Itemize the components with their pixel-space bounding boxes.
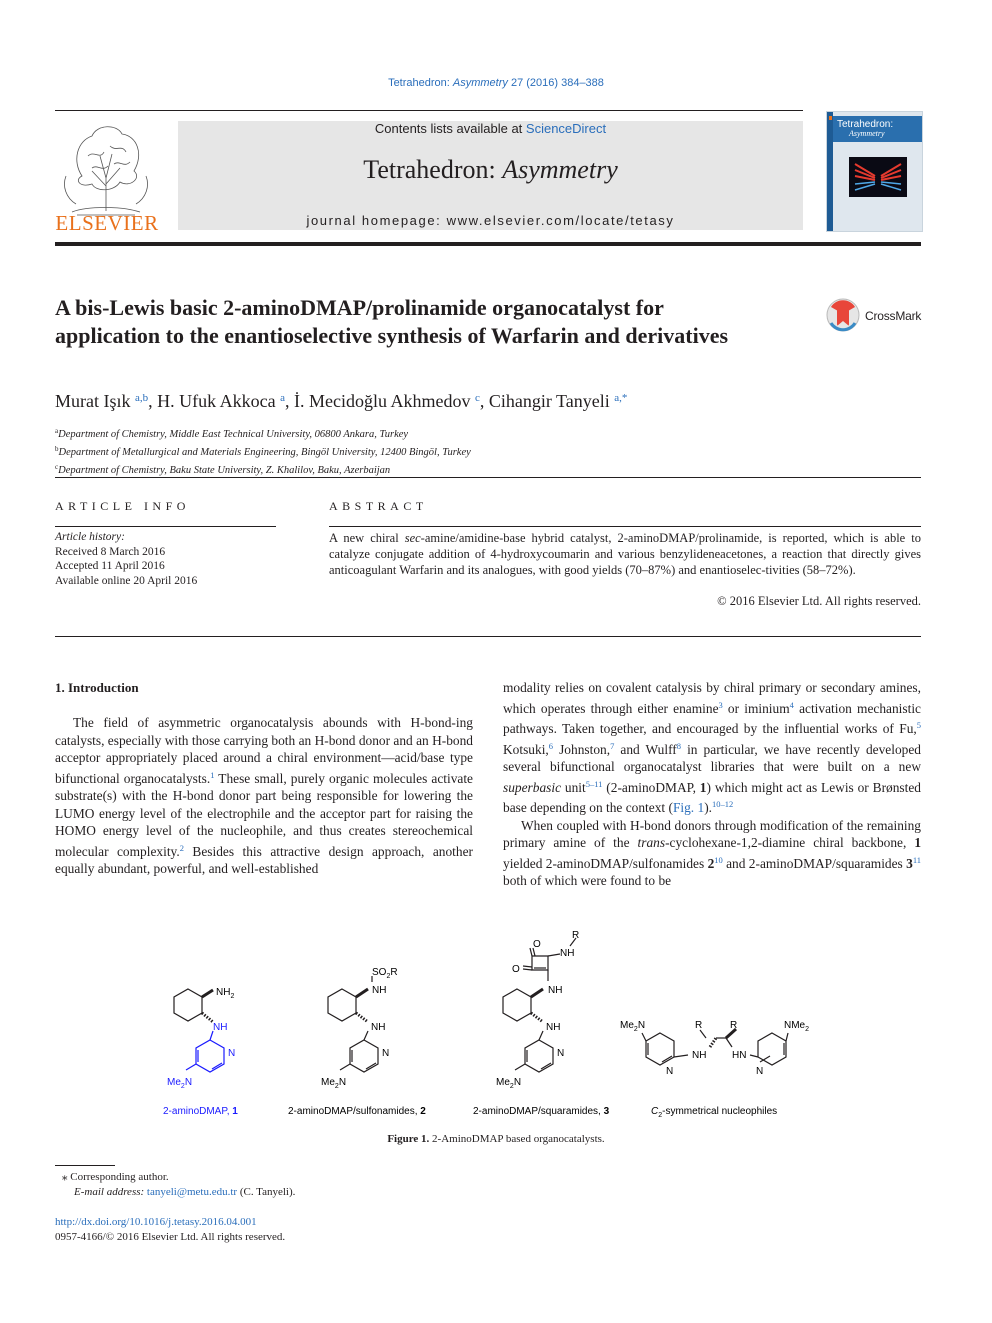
intro-paragraph-1: The field of asymmetric organocatalysis abounds with H-bond-ing catalysts, especially with those carrying both an H-bond donor and an H-bond acceptor appropriately placed around a chiral environment—acid/base type bifunctional organocatalysts.$^1$ These small, purely organic molecules activate substrate(s) with the H-bond donor part being responsible for lowering the LUMO energy level of the electrophile and the acceptor part for raising the HOMO energy level of the nucleophile, and thus creates stereochemical molecular complexity.$^2$ Besides this attractive design approach, another equally abundant, powerful, and well-established: [55, 715, 474, 876]
atom-nh: NH: [372, 985, 387, 996]
abstract-text: A new chiral sec-amine/amidine-base hybrid catalyst, 2-aminoDMAP/prolinamide, is reported, which is able to catalyze conjugate addition of 4-hydroxycoumarin and various benzylideneacetones, a reaction that directly gives anticoagulant Warfarin and its analogues, with good yields (70–87%) and enantioselec-tivities (58–72%).: [329, 531, 921, 577]
atom-hn: HN: [732, 1050, 747, 1061]
atom-nh: NH: [692, 1050, 707, 1061]
reference-link[interactable]: 5: [916, 720, 921, 730]
reference-link[interactable]: 5–11: [585, 778, 603, 789]
atom-nh: NH: [213, 1022, 228, 1033]
author-affiliation-marker[interactable]: c: [475, 392, 480, 404]
header-rule: [55, 110, 803, 111]
intro-paragraph-3: When coupled with H-bond donors through modification of the remaining primary amine of the trans-cyclohexane-1,2-diamine chiral backbone, 1 yielded 2-aminoDMAP/sulfonamides 2$^{10}$ and 2-aminoDMAP/squaramides 3$^{11}$ both of which were found to be: [503, 817, 922, 888]
received-date: Received 8 March 2016: [55, 545, 166, 558]
author-name[interactable]: H. Ufuk Akkoca: [157, 391, 276, 411]
journal-homepage: journal homepage: www.elsevier.com/locate/tetasy: [306, 213, 675, 228]
reference-link[interactable]: 6: [548, 740, 554, 751]
reference-link[interactable]: 1: [210, 769, 215, 780]
atom-me2n: $Me_2N$: [496, 1077, 522, 1090]
author-name[interactable]: Murat Işık: [55, 391, 131, 411]
author-affiliation-marker[interactable]: a,b: [135, 392, 149, 404]
reference-link[interactable]: 3: [718, 699, 723, 710]
affiliation-item: $^b$Department of Metallurgical and Materials Engineering, Bingöl University, 12400 Bingöl, Turkey: [55, 445, 471, 458]
reference-link[interactable]: 11: [912, 854, 922, 865]
author-list: Murat Işık $^{a,b}$, H. Ufuk Akkoca $^a$, İ. Mecidoğlu Akhmedov $^c$, Cihangir Tanyeli $^{a,*}$: [55, 391, 628, 411]
atom-n: N: [557, 1048, 565, 1059]
article-info-heading: ARTICLE INFO: [55, 499, 190, 513]
email-note: E-mail address: tanyeli@metu.edu.tr (C. Tanyeli).: [74, 1186, 296, 1198]
cover-title: Tetrahedron:: [837, 119, 894, 130]
author-affiliation-marker[interactable]: a: [280, 392, 286, 404]
reference-link[interactable]: 10–12: [712, 799, 734, 809]
structure-c2-nucleophile: [642, 1029, 788, 1065]
author-name[interactable]: Cihangir Tanyeli: [488, 391, 610, 411]
atom-n: N: [382, 1048, 390, 1059]
atom-nme2: NMe$_2$: [784, 1020, 810, 1033]
atom-me2n: $Me_2N$: [167, 1077, 193, 1090]
article-info-rule: [55, 477, 921, 478]
reference-link[interactable]: 8: [676, 740, 681, 751]
atom-o: O: [512, 964, 520, 975]
intro-column-right: [503, 679, 921, 890]
abstract-end-rule: [55, 636, 921, 637]
journal-name: Tetrahedron: Asymmetry: [363, 155, 618, 184]
footnote-rule: [55, 1165, 115, 1166]
reference-link[interactable]: 7: [610, 740, 615, 751]
email-link[interactable]: tanyeli@metu.edu.tr: [146, 1186, 238, 1198]
label-catalyst-2: 2-aminoDMAP/sulfonamides, 2: [288, 1106, 426, 1117]
intro-paragraph-2: modality relies on covalent catalysis by chiral primary or secondary amines, which operates through either enamine$^3$ or iminium$^4$ activation mechanistic pathways. Taken together, and encouraged by the influential works of Fu,$^5$ Kotsuki,$^6$ Johnston,$^7$ and Wulff$^8$ in particular, we have recently developed several bifunctional organocatalyst libraries that were built on a new superbasic unit$^{5-11}$ (2-aminoDMAP, 1) which might act as Lewis or Brønsted base depending on the context (Fig. 1).$^{10-12}$: [503, 680, 921, 815]
atom-nh: NH: [548, 985, 563, 996]
author-affiliation-marker[interactable]: a,*: [614, 392, 628, 404]
atom-n: N: [228, 1048, 236, 1059]
author-name[interactable]: İ. Mecidoğlu Akhmedov: [294, 391, 471, 411]
sciencedirect-link[interactable]: ScienceDirect: [525, 121, 607, 136]
crossmark-label[interactable]: CrossMark: [865, 309, 922, 323]
journal-citation[interactable]: Tetrahedron: Asymmetry 27 (2016) 384–388: [388, 77, 604, 89]
reference-link[interactable]: 10: [714, 854, 723, 865]
atom-o: O: [533, 939, 541, 950]
atom-me2n: $Me_2N$: [321, 1077, 347, 1090]
label-catalyst-1: 2-aminoDMAP, 1: [163, 1106, 238, 1117]
corresponding-author-note: ⁎ Corresponding author.: [62, 1171, 169, 1183]
figure-1-link[interactable]: Fig. 1: [672, 800, 705, 815]
atom-me2n: $Me_2N$: [620, 1020, 646, 1033]
journal-cover-image[interactable]: [826, 111, 923, 232]
reference-link[interactable]: 4: [789, 699, 794, 710]
doi-link[interactable]: http://dx.doi.org/10.1016/j.tetasy.2016.04.001: [55, 1216, 257, 1228]
label-c2-nucleophiles: $C_2$-symmetrical nucleophiles: [651, 1106, 778, 1119]
atom-n: N: [666, 1066, 674, 1077]
affiliation-item: $^a$Department of Chemistry, Middle East Technical University, 06800 Ankara, Turkey: [55, 427, 409, 440]
cover-subtitle: Asymmetry: [849, 129, 885, 138]
atom-r: R: [695, 1020, 703, 1031]
section-heading-introduction: 1. Introduction: [55, 680, 139, 695]
crossmark-icon[interactable]: [826, 297, 866, 333]
reference-link[interactable]: 2: [179, 842, 184, 853]
affiliation-item: $^c$Department of Chemistry, Baku State University, Z. Khalilov, Baku, Azerbaijan: [55, 463, 391, 476]
atom-nh: NH: [371, 1022, 386, 1033]
abstract-heading: ABSTRACT: [329, 499, 428, 513]
accepted-date: Accepted 11 April 2016: [55, 560, 165, 573]
affiliation-list: [55, 424, 915, 478]
atom-so2r: $SO_2R$: [372, 967, 398, 980]
label-catalyst-3: 2-aminoDMAP/squaramides, 3: [473, 1106, 610, 1117]
history-label: Article history:: [55, 531, 125, 543]
atom-r: R: [572, 930, 580, 941]
online-date: Available online 20 April 2016: [55, 574, 198, 587]
atom-nh2: $NH_2$: [216, 987, 235, 1000]
abstract-subrule: [329, 526, 921, 527]
figure-1-caption: Figure 1. 2-AminoDMAP based organocatalysts.: [387, 1133, 605, 1145]
atom-n: N: [756, 1066, 764, 1077]
article-history: [55, 530, 277, 588]
atom-nh: NH: [560, 948, 575, 959]
abstract-copyright: © 2016 Elsevier Ltd. All rights reserved.: [717, 594, 921, 608]
elsevier-wordmark: ELSEVIER: [55, 211, 159, 235]
atom-nh: NH: [546, 1022, 561, 1033]
issn-copyright: 0957-4166/© 2016 Elsevier Ltd. All rights reserved.: [55, 1231, 286, 1243]
figure-1-structures[interactable]: [150, 918, 850, 1128]
article-title: A bis-Lewis basic 2-aminoDMAP/prolinamide organocatalyst for application to the enantioselective synthesis of Warfarin and derivatives: [55, 295, 729, 348]
atom-r: R: [730, 1020, 738, 1031]
homepage-link[interactable]: www.elsevier.com/locate/tetasy: [446, 213, 675, 228]
contents-availability: Contents lists available at ScienceDirect: [374, 121, 607, 136]
article-info-subrule: [55, 526, 276, 527]
header-thick-rule: [55, 242, 921, 246]
